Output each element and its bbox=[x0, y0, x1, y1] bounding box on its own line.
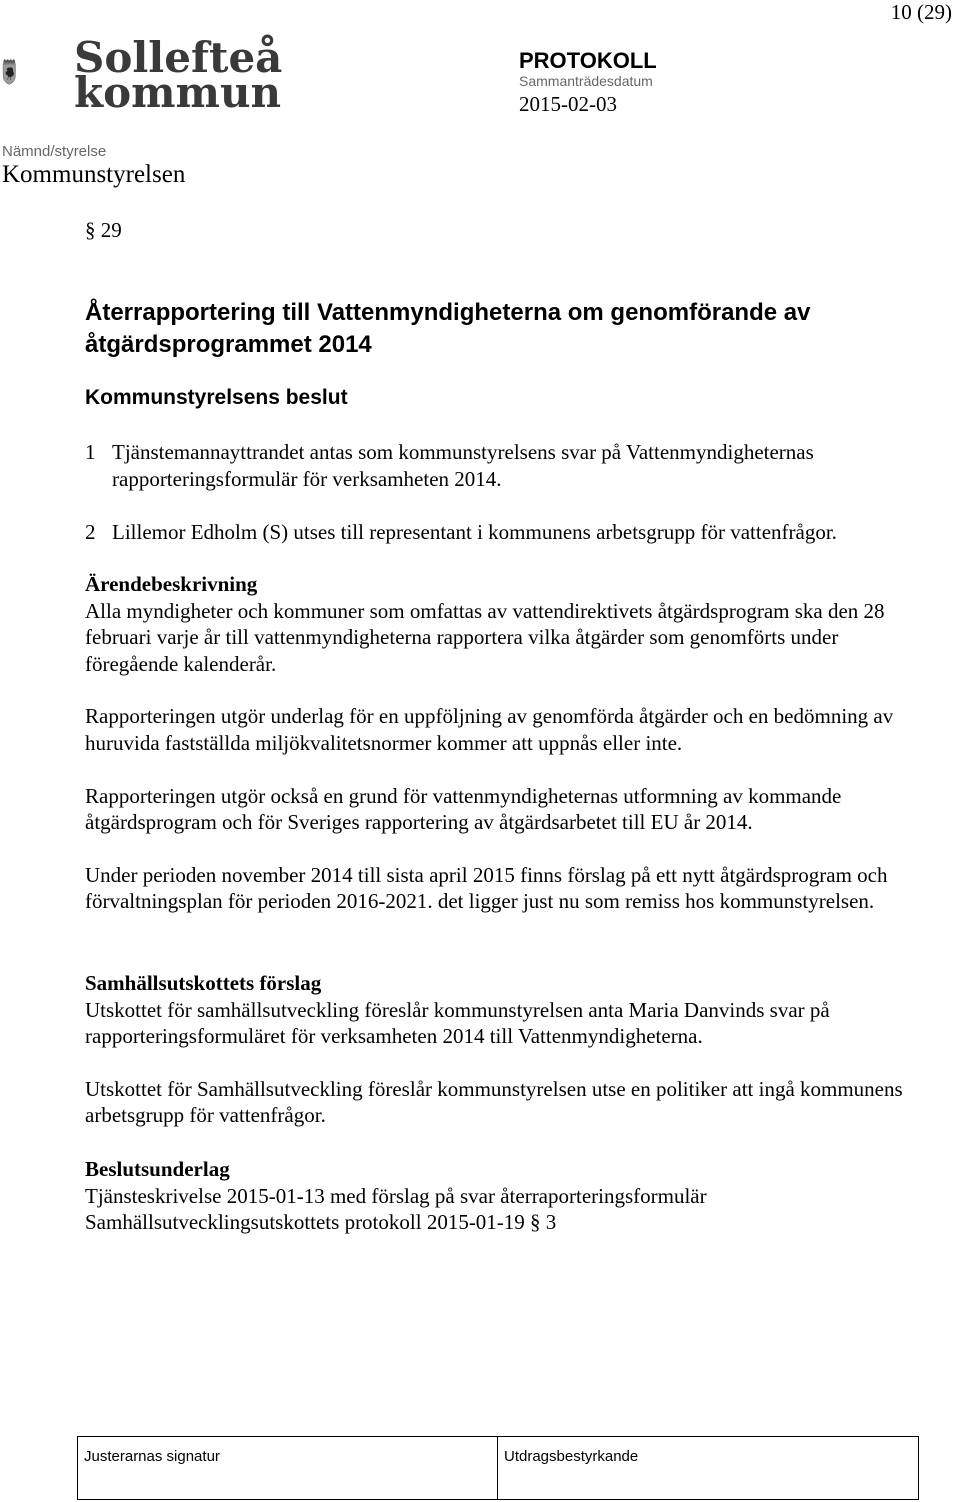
municipality-logo bbox=[74, 33, 283, 117]
decision-item-number: 2 bbox=[85, 520, 96, 545]
basis-line: Tjänsteskrivelse 2015-01-13 med förslag på svar återraporteringsformulär bbox=[85, 1183, 707, 1208]
proposal-paragraph: Utskottet för samhällsutveckling föreslår kommunstyrelsen anta Maria Danvinds svar på rapporteringsformuläret för verksamheten 2014 till Vattenmyndigheterna. bbox=[85, 997, 830, 1049]
meeting-date: 2015-02-03 bbox=[519, 92, 617, 116]
proposal-heading-text: Samhällsutskottets förslag bbox=[85, 971, 322, 995]
basis-section bbox=[85, 1156, 930, 1236]
description-paragraph: Rapporteringen utgör underlag för en uppföljning av genomförda åtgärder och en bedömning av huruvida fastställda miljökvalitetsnormer kommer att uppnås eller inte. bbox=[85, 704, 894, 755]
page-number: 10 (29) bbox=[890, 0, 952, 24]
proposal-paragraph: Utskottet för Samhällsutveckling föreslår kommunstyrelsen utse en politiker att ingå kommunens arbetsgrupp för vattenfrågor. bbox=[85, 1076, 903, 1128]
logo-line-1: Sollefteå bbox=[74, 33, 283, 82]
protocol-title: PROTOKOLL bbox=[519, 48, 657, 73]
board-label: Nämnd/styrelse bbox=[2, 143, 107, 160]
basis-line: Samhällsutvecklingsutskottets protokoll 2015-01-19 § 3 bbox=[85, 1210, 557, 1235]
description-paragraph: Rapporteringen utgör också en grund för vattenmyndigheternas utformning av kommande åtgärdsprogram och för Sveriges rapportering av åtgärdsarbetet till EU år 2014. bbox=[85, 783, 842, 835]
decision-item bbox=[85, 519, 930, 546]
decision-item-text: Lillemor Edholm (S) utses till representant i kommunens arbetsgrupp för vattenfrågor. bbox=[112, 520, 837, 545]
decision-item-number: 1 bbox=[85, 440, 96, 464]
description-heading bbox=[85, 571, 930, 598]
signature-footer bbox=[77, 1436, 919, 1500]
certification-label: Utdragsbestyrkande bbox=[504, 1448, 639, 1465]
paragraph-number: § 29 bbox=[85, 218, 122, 242]
decision-heading: Kommunstyrelsens beslut bbox=[85, 386, 348, 409]
logo-line-2: kommun bbox=[74, 68, 282, 117]
decision-item-text: Tjänstemannayttrandet antas som kommunstyrelsens svar på Vattenmyndigheternas rapporteringsformulär för verksamheten 2014. bbox=[112, 440, 814, 491]
board-name: Kommunstyrelsen bbox=[2, 161, 186, 188]
decision-list bbox=[85, 439, 930, 546]
basis-heading bbox=[85, 1156, 930, 1183]
basis-heading-text: Beslutsunderlag bbox=[85, 1157, 230, 1181]
certification-box bbox=[497, 1436, 919, 1500]
municipality-coat-of-arms-icon bbox=[2, 22, 72, 122]
description-paragraph: Alla myndigheter och kommuner som omfattas av vattendirektivets åtgärdsprogram ska den 28 februari varje år till vattenmyndigheterna rapportera vilka åtgärder som genomförts under föregående kalenderår. bbox=[85, 598, 885, 676]
description-heading-text: Ärendebeskrivning bbox=[85, 572, 258, 596]
description-paragraph: Under perioden november 2014 till sista april 2015 finns förslag på ett nytt åtgärdsprogram och förvaltningsplan för perioden 2016-2021. det ligger just nu som remiss hos kommunstyrelsen. bbox=[85, 862, 888, 914]
signature-label: Justerarnas signatur bbox=[84, 1448, 220, 1465]
signature-box bbox=[77, 1436, 498, 1500]
paragraph-title: Återrapportering till Vattenmyndigheterna om genomförande av åtgärdsprogrammet 2014 bbox=[85, 299, 811, 358]
proposal-heading bbox=[85, 970, 930, 997]
meeting-date-label: Sammanträdesdatum bbox=[519, 73, 653, 89]
description-section bbox=[85, 571, 930, 915]
proposal-section bbox=[85, 970, 930, 1129]
decision-item bbox=[85, 439, 930, 492]
